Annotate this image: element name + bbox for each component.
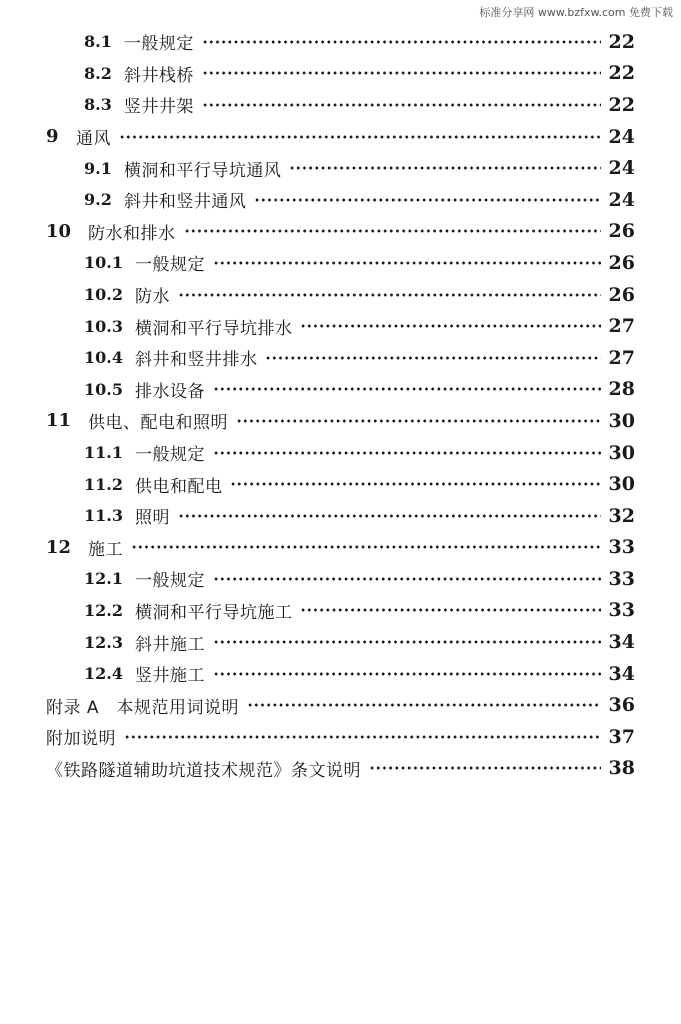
toc-entry[interactable]: [0, 247, 681, 279]
dot-leader: [369, 766, 601, 770]
dot-leader: [213, 387, 601, 391]
site-watermark: 标准分享网 www.bzfxw.com 免费下载: [479, 6, 673, 19]
dot-leader: [300, 608, 600, 612]
toc-entry[interactable]: [0, 753, 681, 785]
section-title: 附加说明: [46, 729, 116, 750]
section-title: 横洞和平行导坑施工: [134, 602, 293, 623]
section-title: 防水和排水: [88, 223, 176, 244]
section-title: 斜井栈桥: [123, 65, 194, 86]
page-number: 30: [608, 409, 635, 432]
page-number: 36: [608, 694, 635, 717]
section-number: 10.5: [84, 379, 123, 399]
page-number: 26: [608, 251, 635, 274]
section-number: 10.3: [84, 316, 123, 336]
dot-leader: [236, 419, 601, 423]
dot-leader: [119, 135, 601, 139]
toc-entry[interactable]: [0, 310, 681, 342]
toc-entry[interactable]: [0, 500, 681, 532]
section-number: 12.3: [84, 632, 123, 652]
toc-entry[interactable]: [0, 374, 681, 406]
dot-leader: [254, 198, 600, 202]
section-number: 11.2: [84, 474, 123, 494]
dot-leader: [289, 166, 600, 170]
toc-entry[interactable]: [0, 184, 681, 216]
dot-leader: [202, 71, 601, 75]
page-number: 34: [608, 631, 635, 654]
section-title: 照明: [134, 508, 170, 529]
page-number: 24: [608, 188, 635, 211]
section-title: 供电、配电和照明: [88, 413, 228, 434]
section-number: 12.4: [84, 664, 123, 684]
toc-entry[interactable]: [0, 689, 681, 721]
section-number: 10.2: [84, 285, 123, 305]
toc-entry[interactable]: [0, 216, 681, 248]
section-number: 10: [46, 220, 72, 242]
page-number: 38: [608, 757, 635, 780]
page-number: 32: [608, 504, 635, 527]
page-number: 22: [608, 62, 635, 85]
toc-entry[interactable]: [0, 405, 681, 437]
toc-entry[interactable]: [0, 58, 681, 90]
page-number: 33: [608, 567, 635, 590]
section-title: 排水设备: [134, 381, 205, 402]
page-number: 22: [608, 93, 635, 116]
dot-leader: [230, 482, 600, 486]
section-title: 一般规定: [134, 571, 205, 592]
toc-entry[interactable]: [0, 595, 681, 627]
section-title: 防水: [134, 287, 170, 308]
toc-entry[interactable]: [0, 468, 681, 500]
dot-leader: [202, 40, 601, 44]
toc-entry[interactable]: [0, 626, 681, 658]
section-title: 通风: [76, 129, 111, 150]
dot-leader: [124, 735, 601, 739]
section-title: 施工: [88, 539, 123, 560]
toc-entry[interactable]: [0, 658, 681, 690]
section-title: 斜井和竖井通风: [123, 192, 247, 213]
toc-entry[interactable]: [0, 563, 681, 595]
page-number: 33: [608, 599, 635, 622]
toc-entry[interactable]: [0, 152, 681, 184]
dot-leader: [213, 451, 601, 455]
page-number: 22: [608, 30, 635, 53]
section-title: 一般规定: [134, 255, 205, 276]
section-title: 竖井施工: [134, 666, 205, 687]
page-number: 24: [608, 125, 635, 148]
dot-leader: [178, 514, 601, 518]
section-title: 斜井和竖井排水: [134, 350, 258, 371]
section-number: 10.4: [84, 348, 123, 368]
page-number: 26: [608, 283, 635, 306]
dot-leader: [300, 324, 600, 328]
section-number: 8.1: [84, 32, 112, 52]
page-number: 30: [608, 441, 635, 464]
section-number: 9: [46, 126, 59, 148]
page-number: 28: [608, 378, 635, 401]
toc-entry[interactable]: [0, 721, 681, 753]
section-title: 横洞和平行导坑通风: [123, 160, 282, 181]
section-title: 竖井井架: [123, 97, 194, 118]
section-title: 横洞和平行导坑排水: [134, 318, 293, 339]
section-number: 9.1: [84, 158, 112, 178]
page-number: 37: [608, 725, 635, 748]
dot-leader: [265, 356, 600, 360]
section-number: 12: [46, 536, 72, 558]
page-number: 24: [608, 157, 635, 180]
section-title: 供电和配电: [134, 476, 223, 497]
section-number: 9.2: [84, 190, 112, 210]
page-number: 34: [608, 662, 635, 685]
dot-leader: [213, 640, 601, 644]
page-number: 30: [608, 473, 635, 496]
section-number: 8.2: [84, 63, 112, 83]
dot-leader: [202, 103, 601, 107]
table-of-contents: [0, 26, 681, 784]
section-number: 8.3: [84, 95, 112, 115]
dot-leader: [213, 577, 601, 581]
toc-entry[interactable]: [0, 437, 681, 469]
page-number: 26: [608, 220, 635, 243]
section-number: 12.2: [84, 600, 123, 620]
toc-entry[interactable]: [0, 89, 681, 121]
section-number: 11: [46, 410, 72, 432]
dot-leader: [213, 261, 601, 265]
dot-leader: [184, 229, 601, 233]
toc-entry[interactable]: [0, 532, 681, 564]
section-title: 《铁路隧道辅助坑道技术规范》条文说明: [46, 760, 361, 781]
dot-leader: [213, 672, 601, 676]
section-title: 一般规定: [123, 34, 194, 55]
toc-entry[interactable]: [0, 342, 681, 374]
toc-entry[interactable]: [0, 121, 681, 153]
section-title: 一般规定: [134, 445, 205, 466]
page-number: 33: [608, 536, 635, 559]
dot-leader: [247, 703, 601, 707]
page-number: 27: [608, 346, 635, 369]
section-number: 10.1: [84, 253, 123, 273]
toc-entry[interactable]: [0, 279, 681, 311]
section-number: 12.1: [84, 569, 123, 589]
section-title: 附录 A 本规范用词说明: [46, 697, 240, 718]
section-number: 11.1: [84, 443, 123, 463]
section-number: 11.3: [84, 506, 123, 526]
dot-leader: [131, 545, 601, 549]
page-number: 27: [608, 315, 635, 338]
dot-leader: [178, 293, 601, 297]
section-title: 斜井施工: [134, 634, 205, 655]
toc-entry[interactable]: [0, 26, 681, 58]
